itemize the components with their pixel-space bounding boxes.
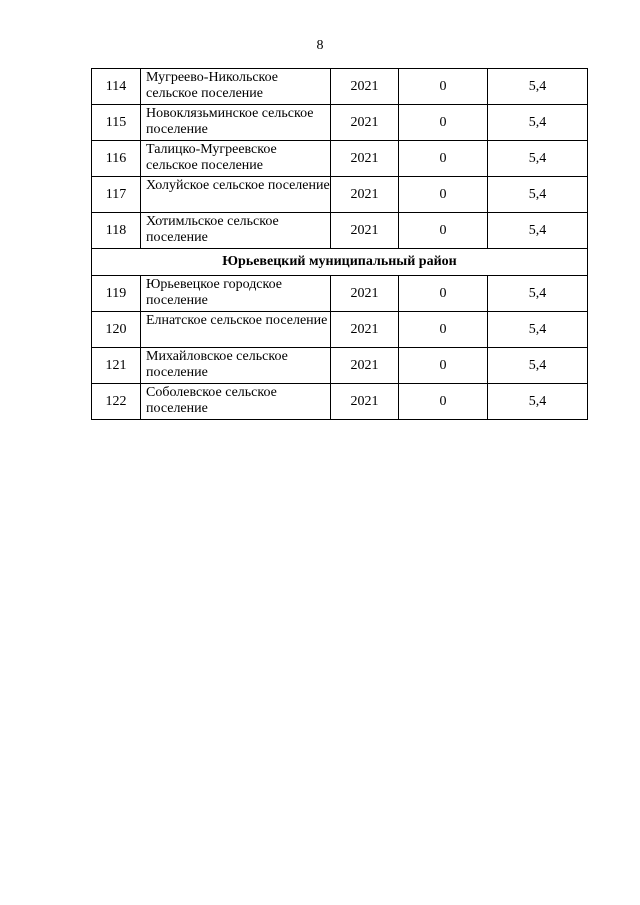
row-number: 116 (92, 141, 141, 177)
table-row (92, 348, 588, 384)
row-number: 118 (92, 213, 141, 249)
value-cell-2: 5,4 (488, 348, 588, 384)
row-number: 117 (92, 177, 141, 213)
value-cell-2: 5,4 (488, 105, 588, 141)
table-row (92, 105, 588, 141)
value-cell-1: 0 (399, 348, 488, 384)
row-number: 114 (92, 69, 141, 105)
year-cell: 2021 (331, 384, 399, 420)
value-cell-1: 0 (399, 105, 488, 141)
settlement-name: Юрьевецкое городское поселение (141, 276, 331, 312)
value-cell-2: 5,4 (488, 213, 588, 249)
table-row (92, 276, 588, 312)
table-row (92, 312, 588, 348)
year-cell: 2021 (331, 69, 399, 105)
year-cell: 2021 (331, 177, 399, 213)
row-number: 119 (92, 276, 141, 312)
settlement-name: Елнатское сельское поселение (141, 312, 331, 348)
year-cell: 2021 (331, 141, 399, 177)
value-cell-1: 0 (399, 384, 488, 420)
settlement-name: Михайловское сельское поселение (141, 348, 331, 384)
value-cell-2: 5,4 (488, 141, 588, 177)
table-row (92, 384, 588, 420)
row-number: 120 (92, 312, 141, 348)
table-row (92, 141, 588, 177)
value-cell-1: 0 (399, 141, 488, 177)
settlement-name: Холуйское сельское поселение (141, 177, 331, 213)
table-body (92, 69, 588, 420)
year-cell: 2021 (331, 276, 399, 312)
value-cell-1: 0 (399, 69, 488, 105)
table-row (92, 69, 588, 105)
value-cell-2: 5,4 (488, 177, 588, 213)
value-cell-1: 0 (399, 276, 488, 312)
section-header-row (92, 249, 588, 276)
value-cell-2: 5,4 (488, 384, 588, 420)
year-cell: 2021 (331, 348, 399, 384)
value-cell-1: 0 (399, 177, 488, 213)
row-number: 122 (92, 384, 141, 420)
settlement-name: Мугреево-Никольское сельское поселение (141, 69, 331, 105)
value-cell-1: 0 (399, 312, 488, 348)
year-cell: 2021 (331, 105, 399, 141)
year-cell: 2021 (331, 312, 399, 348)
year-cell: 2021 (331, 213, 399, 249)
settlements-table (91, 68, 588, 420)
value-cell-1: 0 (399, 213, 488, 249)
settlement-name: Соболевское сельское поселение (141, 384, 331, 420)
settlement-name: Талицко-Мугреевское сельское поселение (141, 141, 331, 177)
section-title: Юрьевецкий муниципальный район (92, 249, 588, 276)
row-number: 115 (92, 105, 141, 141)
value-cell-2: 5,4 (488, 276, 588, 312)
table-row (92, 177, 588, 213)
row-number: 121 (92, 348, 141, 384)
table-row (92, 213, 588, 249)
value-cell-2: 5,4 (488, 312, 588, 348)
page-number: 8 (316, 38, 324, 53)
settlement-name: Новоклязьминское сельское поселение (141, 105, 331, 141)
value-cell-2: 5,4 (488, 69, 588, 105)
settlement-name: Хотимльское сельское поселение (141, 213, 331, 249)
